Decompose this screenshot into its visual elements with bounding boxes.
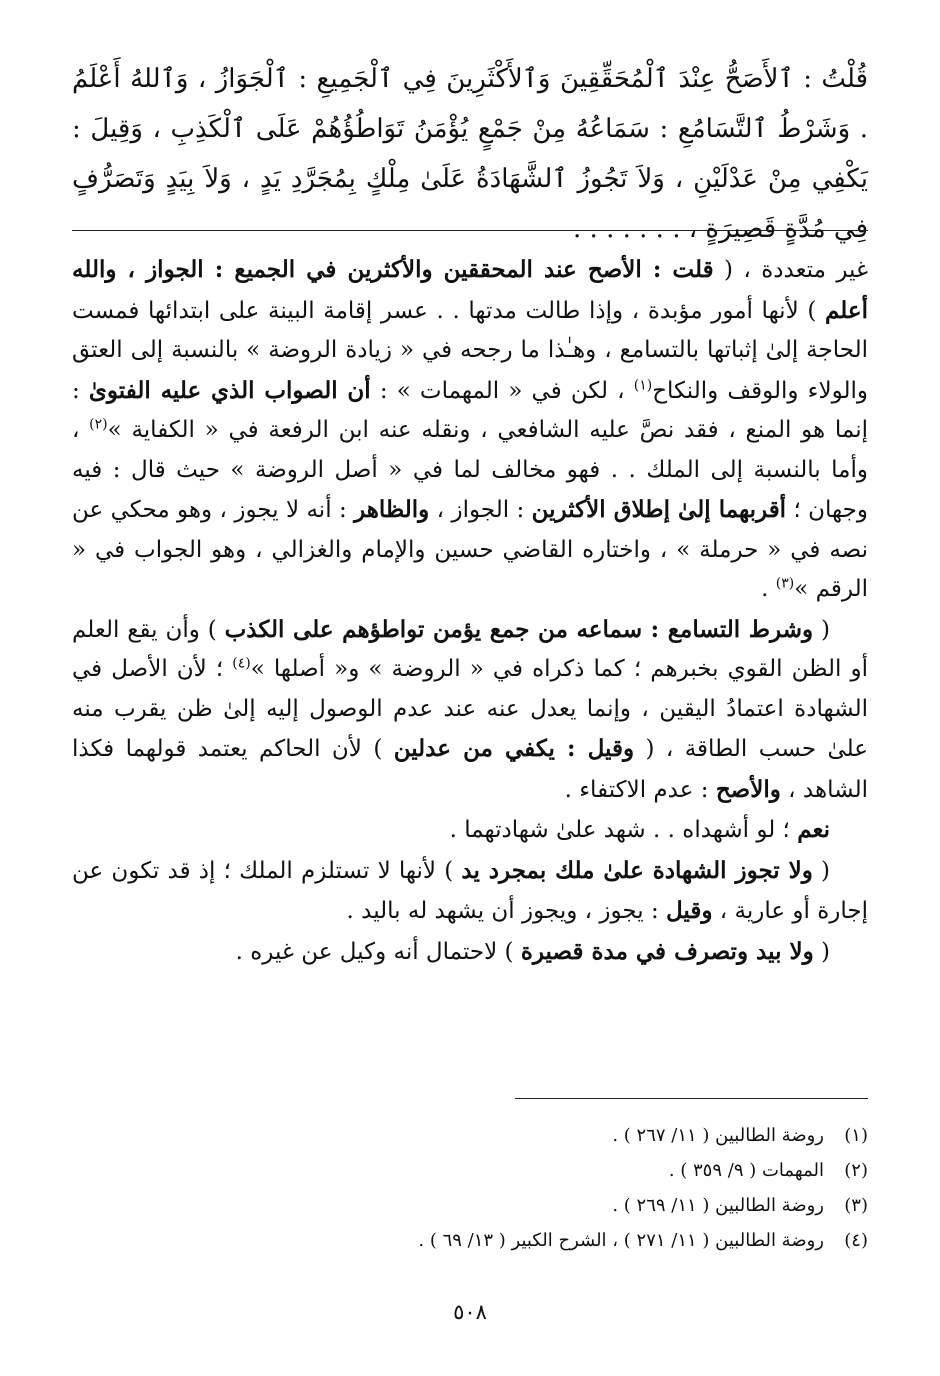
footnote-item <box>72 1223 868 1258</box>
footnote-ref-2[interactable]: (٢) <box>89 416 108 433</box>
footnote-number: (٣) <box>844 1195 868 1216</box>
commentary <box>72 250 868 972</box>
commentary-paragraph-4: ( ولا تجوز الشهادة علىٰ ملك بمجرد يد ) لأنها لا تستلزم الملك ؛ إذ قد تكون عن إجارة أو عارية ، وقيل : يجوز ، ويجوز أن يشهد له باليد . <box>72 856 868 924</box>
footnote-ref-3[interactable]: (٣) <box>775 575 795 592</box>
main-text-paragraph: قُلْتُ : ٱلأَصَحُّ عِنْدَ ٱلْمُحَقِّقِينَ وَٱلأَكْثَرِينَ فِي ٱلْجَمِيعِ : ٱلْجَوَازُ ، وَٱللهُ أَعْلَمُ . وَشَرْطُ ٱلتَّسَامُعِ : سَمَاعُهُ مِنْ جَمْعٍ يُؤْمَنُ تَوَاطُؤُهُمْ عَلَى ٱلْكَذِبِ ، وَقِيلَ : يَكْفِي مِنْ عَدْلَيْنِ ، وَلاَ تَجُوزُ ٱلشَّهَادَةُ عَلَىٰ مِلْكٍ بِمُجَرَّدِ يَدٍ ، وَلاَ بِيَدٍ وَتَصَرُّفٍ فِي مُدَّةٍ قَصِيرَةٍ ، . . . . . . . <box>72 64 868 244</box>
commentary-paragraph-3: نعم ؛ لو أشهداه . . شهد علىٰ شهادتهما . <box>449 816 830 843</box>
footnote-ref-4[interactable]: (٤) <box>232 655 251 672</box>
footnote-item <box>72 1188 868 1223</box>
footnote-number: (٢) <box>844 1160 868 1181</box>
commentary-paragraph-2: ( وشرط التسامع : سماعه من جمع يؤمن تواطؤهم على الكذب ) وأن يقع العلم أو الظن القوي بخبرهم ؛ كما ذكراه في « الروضة » و« أصلها »$^{(٤)}$ ؛ لأن الأصل في الشهادة اعتمادُ اليقين ، وإنما يعدل عنه عند عدم الوصول إليه إلىٰ ظن يقرب منه علىٰ حسب الطاقة ، ( وقيل : يكفي من عدلين ) لأن الحاكم يعتمد قولهما فكذا الشاهد ، والأصح : عدم الاكتفاء . <box>72 615 868 803</box>
footnote-separator <box>515 1098 868 1099</box>
footnote-text: المهمات ( ٩/ ٣٥٩ ) . <box>668 1160 824 1181</box>
footnote-number: (٤) <box>844 1230 868 1251</box>
footnote-text: روضة الطالبين ( ١١/ ٢٦٩ ) . <box>612 1195 824 1216</box>
footnote-item <box>72 1153 868 1188</box>
commentary-paragraph-1: غير متعددة ، ( قلت : الأصح عند المحققين والأكثرين في الجميع : الجواز ، والله أعلم ) لأنها أمور مؤبدة ، وإذا طالت مدتها . . عسر إقامة البينة على ابتدائها فمست الحاجة إلىٰ إثباتها بالتسامع ، وهـٰذا ما رجحه في « زيادة الروضة » بالنسبة إلى العتق والولاء والوقف والنكاح$^{(١)}$ ، لكن في « المهمات » : أن الصواب الذي عليه الفتوىٰ : إنما هو المنع ، فقد نصَّ عليه الشافعي ، ونقله عنه ابن الرفعة في « الكفاية »$^{(٢)}$ ، وأما بالنسبة إلى الملك . . فهو مخالف لما في « أصل الروضة » حيث قال : فيه وجهان ؛ أقربهما إلىٰ إطلاق الأكثرين : الجواز ، والظاهر : أنه لا يجوز ، وهو محكي عن نصه في « حرملة » ، واختاره القاضي حسين والإمام والغزالي ، وهو الجواب في « الرقم »$^{(٣)}$ . <box>72 256 869 602</box>
footnote-text: روضة الطالبين ( ١١/ ٢٦٧ ) . <box>612 1125 824 1146</box>
footnote-ref-1[interactable]: (١) <box>633 376 653 393</box>
commentary-paragraph-5: ( ولا بيد وتصرف في مدة قصيرة ) لاحتمال أنه وكيل عن غيره . <box>235 937 830 965</box>
main-text <box>72 54 868 254</box>
page-number: ٥٠٨ <box>453 1300 487 1324</box>
footnote-number: (١) <box>844 1125 868 1146</box>
footnote-text: روضة الطالبين ( ١١/ ٢٧١ ) ، الشرح الكبير ( ١٣/ ٦٩ ) . <box>418 1230 824 1251</box>
footnotes <box>72 1118 868 1258</box>
footnote-item <box>72 1118 868 1153</box>
separator-line <box>72 230 868 231</box>
